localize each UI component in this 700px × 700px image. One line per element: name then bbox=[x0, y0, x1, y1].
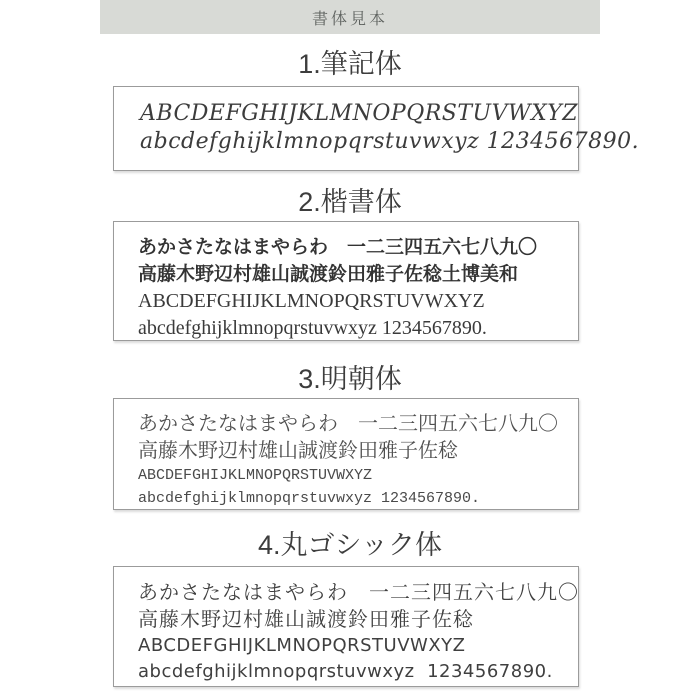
sample-line: ABCDEFGHIJKLMNOPQRSTUVWXYZ bbox=[140, 101, 579, 126]
header-bar bbox=[100, 0, 600, 34]
sample-line: 高藤木野辺村雄山誠渡鈴田雅子佐稔 bbox=[138, 438, 458, 462]
sample-line: 高藤木野辺村雄山誠渡鈴田雅子佐稔 bbox=[138, 607, 474, 631]
section-title-marugothic: 4.丸ゴシック体 bbox=[258, 530, 442, 560]
sample-box-hikkitai bbox=[113, 86, 640, 171]
page-title: 書体見本 bbox=[311, 10, 388, 28]
sample-box-marugothic bbox=[113, 566, 579, 687]
sample-line: abcdefghijklmnopqrstuvwxyz 1234567890. bbox=[140, 129, 640, 154]
section-title-hikkitai: 1.筆記体 bbox=[298, 49, 402, 79]
sample-line: abcdefghijklmnopqrstuvwxyz 1234567890. bbox=[138, 490, 481, 507]
sample-line: ABCDEFGHIJKLMNOPQRSTUVWXYZ bbox=[138, 467, 373, 484]
section-title-minchotai: 3.明朝体 bbox=[298, 364, 402, 394]
sample-line: 高藤木野辺村雄山誠渡鈴田雅子佐稔土博美和 bbox=[138, 263, 519, 285]
sample-box-minchotai bbox=[113, 398, 579, 510]
sample-line: あかさたなはまやらわ 一二三四五六七八九〇 bbox=[138, 411, 558, 435]
sample-box-kaishotai bbox=[113, 221, 579, 341]
section-title-kaishotai: 2.楷書体 bbox=[298, 187, 402, 217]
sample-line: あかさたなはまやらわ 一二三四五六七八九〇 bbox=[138, 236, 538, 258]
sample-line: ABCDEFGHIJKLMNOPQRSTUVWXYZ bbox=[138, 290, 485, 312]
sample-line: ABCDEFGHIJKLMNOPQRSTUVWXYZ bbox=[138, 635, 466, 656]
sample-line: abcdefghijklmnopqrstuvwxyz 1234567890. bbox=[138, 317, 487, 339]
sample-line: あかさたなはまやらわ 一二三四五六七八九〇 bbox=[138, 580, 579, 604]
sample-line: abcdefghijklmnopqrstuvwxyz 1234567890. bbox=[138, 661, 553, 682]
